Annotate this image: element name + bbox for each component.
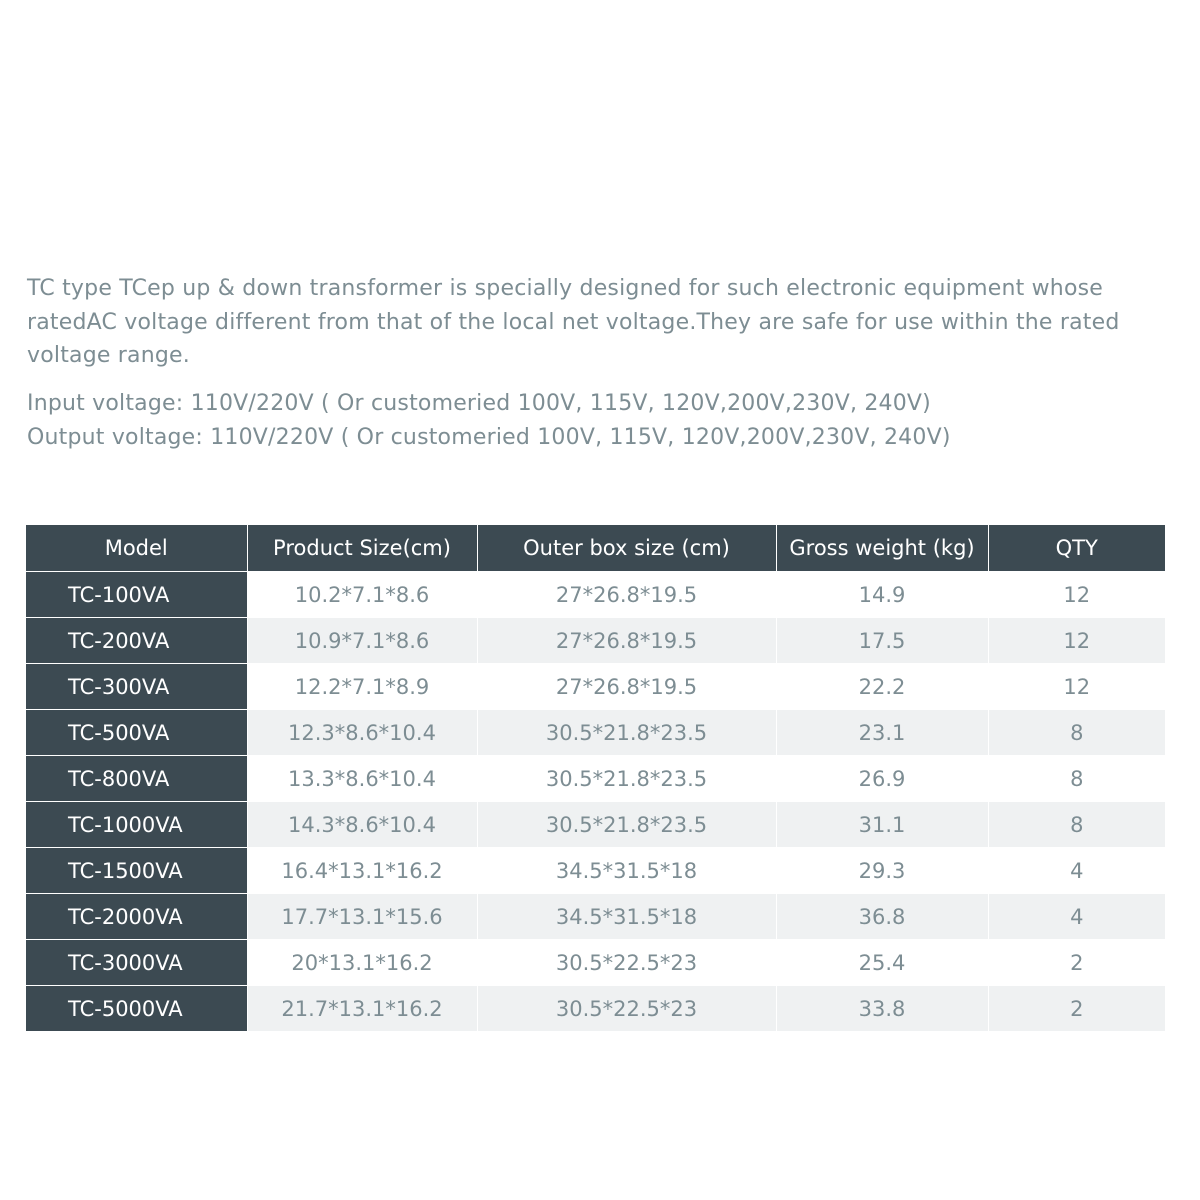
gross-weight-cell: 22.2 [776,664,988,710]
model-cell: TC-800VA [26,756,247,802]
product-size-cell: 10.9*7.1*8.6 [247,618,477,664]
product-size-cell: 20*13.1*16.2 [247,940,477,986]
outer-box-size-cell: 30.5*21.8*23.5 [477,710,776,756]
table-row [26,756,1165,802]
description-text: TC type TCep up & down transformer is specially designed for such electronic equipment whose ratedAC voltage different from that of the local net voltage.They are safe for use within the rated voltage range. [27,276,1120,368]
table-row [26,572,1165,618]
model-cell: TC-3000VA [26,940,247,986]
gross-weight-cell: 36.8 [776,894,988,940]
outer-box-size-cell: 34.5*31.5*18 [477,894,776,940]
model-cell: TC-2000VA [26,894,247,940]
gross-weight-cell: 25.4 [776,940,988,986]
voltage-specs [27,387,1177,455]
outer-box-size-cell: 30.5*21.8*23.5 [477,756,776,802]
product-size-cell: 12.2*7.1*8.9 [247,664,477,710]
gross-weight-cell: 33.8 [776,986,988,1032]
outer-box-size-cell: 34.5*31.5*18 [477,848,776,894]
qty-cell: 4 [988,894,1165,940]
input-voltage: Input voltage: 110V/220V ( Or customeried 100V, 115V, 120V,200V,230V, 240V) [27,391,931,416]
table-row [26,664,1165,710]
qty-cell: 12 [988,572,1165,618]
gross-weight-cell: 17.5 [776,618,988,664]
table-header [26,525,1165,572]
table-row [26,802,1165,848]
header-model: Model [26,525,247,572]
product-size-cell: 12.3*8.6*10.4 [247,710,477,756]
spec-table [26,525,1165,1031]
header-outer-box-size: Outer box size (cm) [477,525,776,572]
qty-cell: 12 [988,664,1165,710]
qty-cell: 2 [988,986,1165,1032]
header-gross-weight: Gross weight (kg) [776,525,988,572]
model-cell: TC-100VA [26,572,247,618]
outer-box-size-cell: 27*26.8*19.5 [477,572,776,618]
outer-box-size-cell: 30.5*21.8*23.5 [477,802,776,848]
product-size-cell: 17.7*13.1*15.6 [247,894,477,940]
qty-cell: 12 [988,618,1165,664]
qty-cell: 8 [988,756,1165,802]
product-size-cell: 10.2*7.1*8.6 [247,572,477,618]
outer-box-size-cell: 30.5*22.5*23 [477,940,776,986]
outer-box-size-cell: 27*26.8*19.5 [477,618,776,664]
header-row [26,525,1165,572]
product-size-cell: 21.7*13.1*16.2 [247,986,477,1032]
gross-weight-cell: 31.1 [776,802,988,848]
model-cell: TC-300VA [26,664,247,710]
model-cell: TC-1000VA [26,802,247,848]
table-row [26,618,1165,664]
gross-weight-cell: 23.1 [776,710,988,756]
model-cell: TC-5000VA [26,986,247,1032]
table-row [26,894,1165,940]
table-row [26,710,1165,756]
product-size-cell: 13.3*8.6*10.4 [247,756,477,802]
model-cell: TC-1500VA [26,848,247,894]
table-row [26,940,1165,986]
table-body [26,572,1165,1032]
model-cell: TC-200VA [26,618,247,664]
gross-weight-cell: 14.9 [776,572,988,618]
model-cell: TC-500VA [26,710,247,756]
outer-box-size-cell: 30.5*22.5*23 [477,986,776,1032]
qty-cell: 8 [988,802,1165,848]
product-size-cell: 14.3*8.6*10.4 [247,802,477,848]
qty-cell: 4 [988,848,1165,894]
product-size-cell: 16.4*13.1*16.2 [247,848,477,894]
output-voltage: Output voltage: 110V/220V ( Or customeried 100V, 115V, 120V,200V,230V, 240V) [27,425,951,450]
qty-cell: 2 [988,940,1165,986]
qty-cell: 8 [988,710,1165,756]
table-row [26,986,1165,1032]
header-qty: QTY [988,525,1165,572]
gross-weight-cell: 26.9 [776,756,988,802]
product-description [27,272,1177,373]
header-product-size: Product Size(cm) [247,525,477,572]
outer-box-size-cell: 27*26.8*19.5 [477,664,776,710]
gross-weight-cell: 29.3 [776,848,988,894]
table-row [26,848,1165,894]
